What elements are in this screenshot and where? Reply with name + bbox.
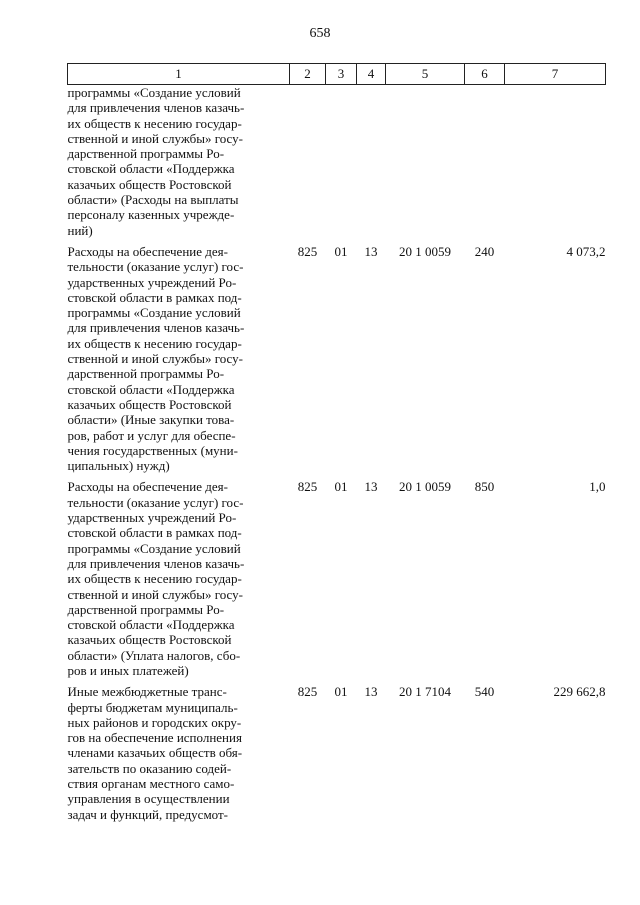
row-section: 01 bbox=[334, 479, 348, 495]
row-ministry: 825 bbox=[297, 243, 318, 259]
row-ministry bbox=[290, 85, 326, 238]
column-header-amount: 7 bbox=[505, 64, 606, 85]
column-header-section: 3 bbox=[326, 64, 357, 85]
row-target-article: 20 1 7104 bbox=[399, 684, 451, 700]
row-amount bbox=[505, 85, 606, 238]
row-amount: 229 662,8 bbox=[553, 684, 606, 700]
column-header-expense-type: 6 bbox=[465, 64, 505, 85]
row-description: Расходы на обеспечение дея- тельности (оказание услуг) гос- ударственных учреждений Ро- стовской области в рамках под- программы «Создание условий для привлечения членов казачь- их обществ к несению государ- ственной и иной службы» госу- дарственной программы Ро- стовской области «Поддержка казачьих обществ Ростовской области» (Уплата налогов, сбо- ров и иных платежей) bbox=[67, 479, 245, 678]
row-description: Иные межбюджетные транс- ферты бюджетам муниципаль- ных районов и городских окру- гов на обеспечение исполнения членами казачьих обществ обя- зательств по оказанию содей- ствия органам местного само- управления в осуществлении задач и функций, предусмот- bbox=[67, 684, 243, 822]
row-ministry: 825 bbox=[297, 479, 318, 495]
row-ministry: 825 bbox=[297, 684, 318, 700]
row-expense-type: 850 bbox=[474, 479, 495, 495]
row-subsection: 13 bbox=[364, 479, 378, 495]
row-section: 01 bbox=[334, 243, 348, 259]
table-row bbox=[68, 244, 606, 473]
row-expense-type: 540 bbox=[474, 684, 495, 700]
table-row bbox=[68, 85, 606, 238]
row-target-article: 20 1 0059 bbox=[399, 243, 451, 259]
row-amount: 4 073,2 bbox=[566, 243, 606, 259]
column-header-description: 1 bbox=[68, 64, 290, 85]
row-expense-type: 240 bbox=[474, 243, 495, 259]
column-number-header-row bbox=[68, 64, 606, 85]
row-target-article bbox=[386, 85, 465, 238]
column-header-target-article: 5 bbox=[386, 64, 465, 85]
row-amount: 1,0 bbox=[589, 479, 606, 495]
row-target-article: 20 1 0059 bbox=[399, 479, 451, 495]
row-description: Расходы на обеспечение дея- тельности (оказание услуг) гос- ударственных учреждений Ро- стовской области в рамках под- программы «Создание условий для привлечения членов казачь- их обществ к несению государ- ственной и иной службы» госу- дарственной программы Ро- стовской области «Поддержка казачьих обществ Ростовской области» (Иные закупки това- ров, работ и услуг для обеспе- чения государственных (муни- ципальных) нужд) bbox=[67, 243, 245, 474]
row-section bbox=[326, 85, 357, 238]
column-header-ministry: 2 bbox=[290, 64, 326, 85]
table-row bbox=[68, 479, 606, 678]
column-header-subsection: 4 bbox=[357, 64, 386, 85]
table-row bbox=[68, 684, 606, 822]
row-expense-type bbox=[465, 85, 505, 238]
row-subsection: 13 bbox=[364, 243, 378, 259]
budget-table bbox=[67, 63, 606, 822]
page-number: 658 bbox=[309, 26, 331, 41]
row-description: программы «Создание условий для привлечения членов казачь- их обществ к несению государ- ственной и иной службы» госу- дарственной программы Ро- стовской области «Поддержка казачьих обществ Ростовской области» (Расходы на выплаты персоналу казенных учрежде- ний) bbox=[67, 85, 245, 238]
row-subsection: 13 bbox=[364, 684, 378, 700]
row-section: 01 bbox=[334, 684, 348, 700]
row-subsection bbox=[357, 85, 386, 238]
